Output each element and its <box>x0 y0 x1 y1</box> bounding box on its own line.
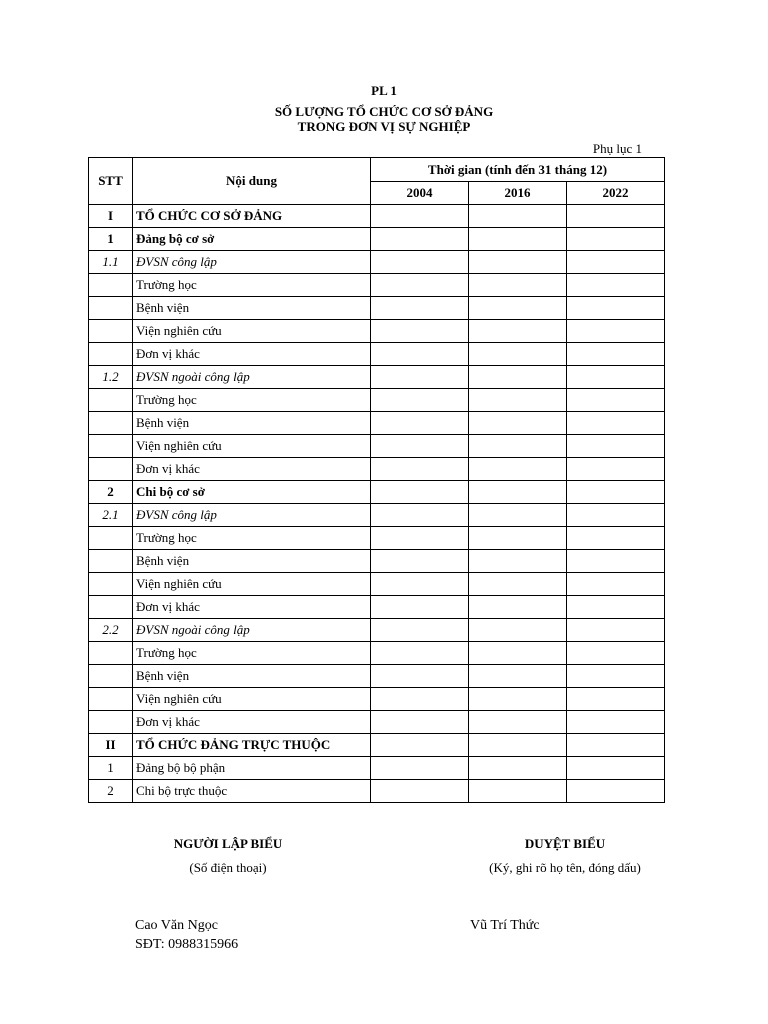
row-value-cell <box>469 573 567 596</box>
row-value-cell <box>371 366 469 389</box>
row-content: Đơn vị khác <box>133 343 371 366</box>
row-stt <box>89 665 133 688</box>
preparer-block <box>108 836 348 876</box>
row-value-cell <box>567 573 665 596</box>
row-value-cell <box>567 251 665 274</box>
row-content: TỔ CHỨC CƠ SỞ ĐẢNG <box>133 205 371 228</box>
row-value-cell <box>567 550 665 573</box>
row-content: Trường học <box>133 642 371 665</box>
row-content: Trường học <box>133 389 371 412</box>
row-value-cell <box>469 251 567 274</box>
table-row <box>89 228 665 251</box>
row-value-cell <box>567 458 665 481</box>
row-stt: 1.1 <box>89 251 133 274</box>
column-header-stt: STT <box>89 158 133 205</box>
table-row <box>89 343 665 366</box>
row-value-cell <box>371 665 469 688</box>
row-value-cell <box>567 297 665 320</box>
row-value-cell <box>371 780 469 803</box>
table-row <box>89 711 665 734</box>
row-stt <box>89 688 133 711</box>
table-row <box>89 550 665 573</box>
row-value-cell <box>567 711 665 734</box>
row-value-cell <box>567 205 665 228</box>
row-content: Bệnh viện <box>133 550 371 573</box>
table-row <box>89 458 665 481</box>
row-value-cell <box>371 527 469 550</box>
table-row <box>89 573 665 596</box>
document-title-line2: TRONG ĐƠN VỊ SỰ NGHIỆP <box>297 119 471 134</box>
row-stt: I <box>89 205 133 228</box>
table-row <box>89 619 665 642</box>
preparer-info <box>135 916 238 954</box>
table-row <box>89 665 665 688</box>
row-value-cell <box>567 435 665 458</box>
row-stt <box>89 642 133 665</box>
row-value-cell <box>469 642 567 665</box>
row-stt: 2 <box>89 780 133 803</box>
row-value-cell <box>371 642 469 665</box>
row-value-cell <box>567 527 665 550</box>
row-content: ĐVSN ngoài công lập <box>133 366 371 389</box>
table-row <box>89 757 665 780</box>
row-value-cell <box>567 642 665 665</box>
row-content: Viện nghiên cứu <box>133 320 371 343</box>
table-row <box>89 274 665 297</box>
row-value-cell <box>371 435 469 458</box>
preparer-phone: SĐT: 0988315966 <box>135 937 239 952</box>
row-content: ĐVSN công lập <box>133 504 371 527</box>
row-content: Viện nghiên cứu <box>133 435 371 458</box>
row-value-cell <box>371 458 469 481</box>
row-content: Bệnh viện <box>133 297 371 320</box>
table-row <box>89 596 665 619</box>
document-title-line1: SỐ LƯỢNG TỔ CHỨC CƠ SỞ ĐẢNG <box>274 104 494 119</box>
table-row <box>89 205 665 228</box>
row-value-cell <box>469 665 567 688</box>
table-row <box>89 366 665 389</box>
row-content: Chi bộ cơ sở <box>133 481 371 504</box>
row-content: Đảng bộ bộ phận <box>133 757 371 780</box>
row-stt: 1.2 <box>89 366 133 389</box>
row-value-cell <box>567 366 665 389</box>
table-row <box>89 642 665 665</box>
row-stt <box>89 389 133 412</box>
row-value-cell <box>567 688 665 711</box>
row-value-cell <box>469 389 567 412</box>
row-stt <box>89 297 133 320</box>
row-value-cell <box>371 734 469 757</box>
row-value-cell <box>371 573 469 596</box>
row-value-cell <box>469 619 567 642</box>
approver-note: (Ký, ghi rõ họ tên, đóng dấu) <box>489 860 641 875</box>
row-value-cell <box>371 481 469 504</box>
table-row <box>89 389 665 412</box>
table-row <box>89 504 665 527</box>
row-value-cell <box>371 596 469 619</box>
row-value-cell <box>469 734 567 757</box>
row-value-cell <box>469 550 567 573</box>
row-content: Đơn vị khác <box>133 458 371 481</box>
row-value-cell <box>567 228 665 251</box>
row-value-cell <box>371 320 469 343</box>
row-stt <box>89 711 133 734</box>
row-value-cell <box>469 688 567 711</box>
row-stt: II <box>89 734 133 757</box>
row-value-cell <box>371 688 469 711</box>
row-value-cell <box>567 274 665 297</box>
row-stt <box>89 412 133 435</box>
row-value-cell <box>567 596 665 619</box>
row-value-cell <box>469 780 567 803</box>
row-content: TỔ CHỨC ĐẢNG TRỰC THUỘC <box>133 734 371 757</box>
row-stt: 2.2 <box>89 619 133 642</box>
row-value-cell <box>371 205 469 228</box>
row-value-cell <box>371 757 469 780</box>
row-stt <box>89 550 133 573</box>
row-content: Đảng bộ cơ sở <box>133 228 371 251</box>
row-stt <box>89 274 133 297</box>
row-stt <box>89 573 133 596</box>
appendix-label: Phụ lục 1 <box>592 141 642 156</box>
row-value-cell <box>567 780 665 803</box>
row-content: Chi bộ trực thuộc <box>133 780 371 803</box>
preparer-title: NGƯỜI LẬP BIỂU <box>173 836 283 851</box>
row-value-cell <box>371 389 469 412</box>
row-value-cell <box>567 665 665 688</box>
column-header-content: Nội dung <box>133 158 371 205</box>
row-value-cell <box>371 619 469 642</box>
row-value-cell <box>469 757 567 780</box>
table-row <box>89 251 665 274</box>
row-value-cell <box>371 274 469 297</box>
row-value-cell <box>567 481 665 504</box>
row-content: Đơn vị khác <box>133 711 371 734</box>
row-value-cell <box>371 228 469 251</box>
column-header-year: 2004 <box>371 182 469 205</box>
row-value-cell <box>567 734 665 757</box>
table-row <box>89 481 665 504</box>
row-content: ĐVSN ngoài công lập <box>133 619 371 642</box>
row-value-cell <box>469 435 567 458</box>
approver-name: Vũ Trí Thức <box>470 918 540 933</box>
table-row <box>89 780 665 803</box>
row-value-cell <box>469 343 567 366</box>
approver-title: DUYỆT BIỂU <box>524 836 606 851</box>
row-stt <box>89 435 133 458</box>
row-value-cell <box>567 412 665 435</box>
table-row <box>89 527 665 550</box>
row-value-cell <box>469 228 567 251</box>
row-value-cell <box>469 366 567 389</box>
row-value-cell <box>469 481 567 504</box>
row-stt: 1 <box>89 757 133 780</box>
row-value-cell <box>371 343 469 366</box>
row-value-cell <box>469 320 567 343</box>
table-row <box>89 412 665 435</box>
row-stt: 1 <box>89 228 133 251</box>
row-content: Đơn vị khác <box>133 596 371 619</box>
row-value-cell <box>371 550 469 573</box>
row-value-cell <box>371 504 469 527</box>
row-content: Bệnh viện <box>133 412 371 435</box>
table-row <box>89 297 665 320</box>
row-value-cell <box>469 711 567 734</box>
preparer-name: Cao Văn Ngọc <box>135 918 218 933</box>
row-stt <box>89 527 133 550</box>
column-header-year: 2022 <box>567 182 665 205</box>
statistics-table <box>88 157 665 803</box>
row-stt: 2.1 <box>89 504 133 527</box>
row-stt <box>89 320 133 343</box>
row-value-cell <box>469 205 567 228</box>
row-stt <box>89 343 133 366</box>
row-content: Trường học <box>133 274 371 297</box>
row-content: Viện nghiên cứu <box>133 573 371 596</box>
row-content: Trường học <box>133 527 371 550</box>
table-row <box>89 734 665 757</box>
row-value-cell <box>469 274 567 297</box>
row-value-cell <box>469 527 567 550</box>
row-value-cell <box>371 711 469 734</box>
table-body <box>89 205 665 803</box>
table-row <box>89 688 665 711</box>
row-stt <box>89 458 133 481</box>
row-value-cell <box>469 504 567 527</box>
row-value-cell <box>469 458 567 481</box>
table-row <box>89 435 665 458</box>
row-value-cell <box>469 596 567 619</box>
row-value-cell <box>567 389 665 412</box>
row-value-cell <box>371 251 469 274</box>
approver-info <box>470 916 540 935</box>
approver-block <box>445 836 685 876</box>
row-content: Viện nghiên cứu <box>133 688 371 711</box>
row-value-cell <box>567 343 665 366</box>
row-stt: 2 <box>89 481 133 504</box>
row-value-cell <box>567 757 665 780</box>
row-value-cell <box>469 412 567 435</box>
column-header-year: 2016 <box>469 182 567 205</box>
row-value-cell <box>469 297 567 320</box>
column-header-time: Thời gian (tính đến 31 tháng 12) <box>371 158 665 182</box>
row-value-cell <box>567 504 665 527</box>
row-value-cell <box>567 619 665 642</box>
row-content: ĐVSN công lập <box>133 251 371 274</box>
document-code: PL 1 <box>371 83 397 98</box>
preparer-note: (Số điện thoại) <box>189 860 267 875</box>
row-stt <box>89 596 133 619</box>
row-value-cell <box>567 320 665 343</box>
row-value-cell <box>371 297 469 320</box>
row-content: Bệnh viện <box>133 665 371 688</box>
row-value-cell <box>371 412 469 435</box>
table-row <box>89 320 665 343</box>
